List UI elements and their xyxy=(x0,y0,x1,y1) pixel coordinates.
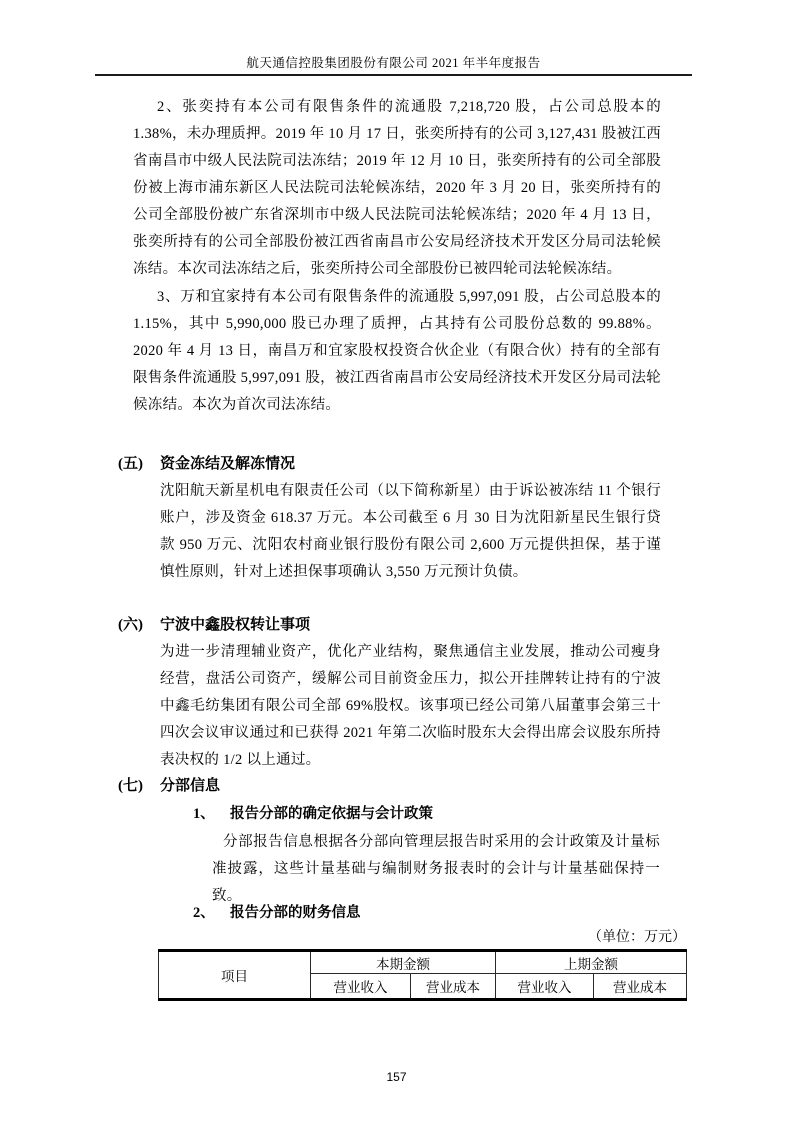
section-5-label: (五) xyxy=(118,456,143,472)
paragraph-item-3: 3、万和宜家持有本公司有限售条件的流通股 5,997,091 股，占公司总股本的 1.15%，其中 5,990,000 股已办理了质押，占其持有公司股份总数的 99.88%。2020 年 4 月 13 日，南昌万和宜家股权投资合伙企业（有限合伙）持有的全部有限售条件流通股 5,997,091 股，被江西省南昌市公安局经济技术开发区分局司法轮候冻结。本次为首次司法冻结。 xyxy=(133,289,661,413)
section-5-heading xyxy=(118,454,295,474)
header-divider xyxy=(95,74,692,76)
section-5-body: 沈阳航天新星机电有限责任公司（以下简称新星）由于诉讼被冻结 11 个银行账户，涉及资金 618.37 万元。本公司截至 6 月 30 日为沈阳新星民生银行贷款 950 万元、沈阳农村商业银行股份有限公司 2,600 万元提供担保，基于谨慎性原则，针对上述担保事项确认 3,550 万元预计负债。 xyxy=(160,483,661,580)
table-header-current-revenue: 营业收入 xyxy=(311,974,411,1000)
subsection-1-body: 分部报告信息根据各分部向管理层报告时采用的会计政策及计量标准披露，这些计量基础与编制财务报表时的会计与计量基础保持一致。 xyxy=(212,834,660,904)
subsection-1-title: 报告分部的确定依据与会计政策 xyxy=(230,806,433,822)
section-7-title: 分部信息 xyxy=(160,778,221,794)
table-header-prior-revenue: 营业收入 xyxy=(496,974,594,1000)
subsection-1-number: 1、 xyxy=(193,806,215,822)
section-6-heading xyxy=(118,615,310,635)
section-6-body: 为进一步清理辅业资产，优化产业结构，聚焦通信主业发展，推动公司瘦身经营，盘活公司资产，缓解公司目前资金压力，拟公开挂牌转让持有的宁波中鑫毛纺集团有限公司全部 69%股权。该事项已经公司第八届董事会第三十四次会议审议通过和已获得 2021 年第二次临时股东大会得出席会议股东所持表决权的 1/2 以上通过。 xyxy=(160,644,661,768)
paragraph-item-2: 2、张奕持有本公司有限售条件的流通股 7,218,720 股，占公司总股本的 1.38%，未办理质押。2019 年 10 月 17 日，张奕所持有的公司 3,127,431 股被江西省南昌市中级人民法院司法冻结；2019 年 12 月 10 日，张奕所持有的公司全部股份被上海市浦东新区人民法院司法轮候冻结，2020 年 3 月 20 日，张奕所持有的公司全部股份被广东省深圳市中级人民法院司法轮候冻结；2020 年 4 月 13 日，张奕所持有的公司全部股份被江西省南昌市公安局经济技术开发区分局司法轮候冻结。本次司法冻结之后，张奕所持公司全部股份已被四轮司法轮候冻结。 xyxy=(133,99,661,277)
subsection-2-title: 报告分部的财务信息 xyxy=(230,905,361,921)
section-6-title: 宁波中鑫股权转让事项 xyxy=(160,617,311,633)
section-7-heading xyxy=(118,776,220,796)
subsection-2-number: 2、 xyxy=(193,905,215,921)
subsection-2-heading xyxy=(193,903,361,923)
page-header-title: 航天通信控股集团股份有限公司 2021 年半年度报告 xyxy=(246,56,541,70)
table-header-current-period: 本期金额 xyxy=(311,951,496,974)
section-7-label: (七) xyxy=(118,778,143,794)
table-header-item: 项目 xyxy=(159,951,311,1000)
table-header-prior-cost: 营业成本 xyxy=(594,974,687,1000)
section-6-label: (六) xyxy=(118,617,143,633)
subsection-1-heading xyxy=(193,804,433,824)
page-number: 157 xyxy=(386,1070,407,1084)
segment-financial-table xyxy=(158,949,687,1001)
table-header-prior-period: 上期金额 xyxy=(496,951,687,974)
table-header-current-cost: 营业成本 xyxy=(411,974,496,1000)
table-unit-note: （单位：万元） xyxy=(588,930,686,945)
section-5-title: 资金冻结及解冻情况 xyxy=(160,456,296,472)
